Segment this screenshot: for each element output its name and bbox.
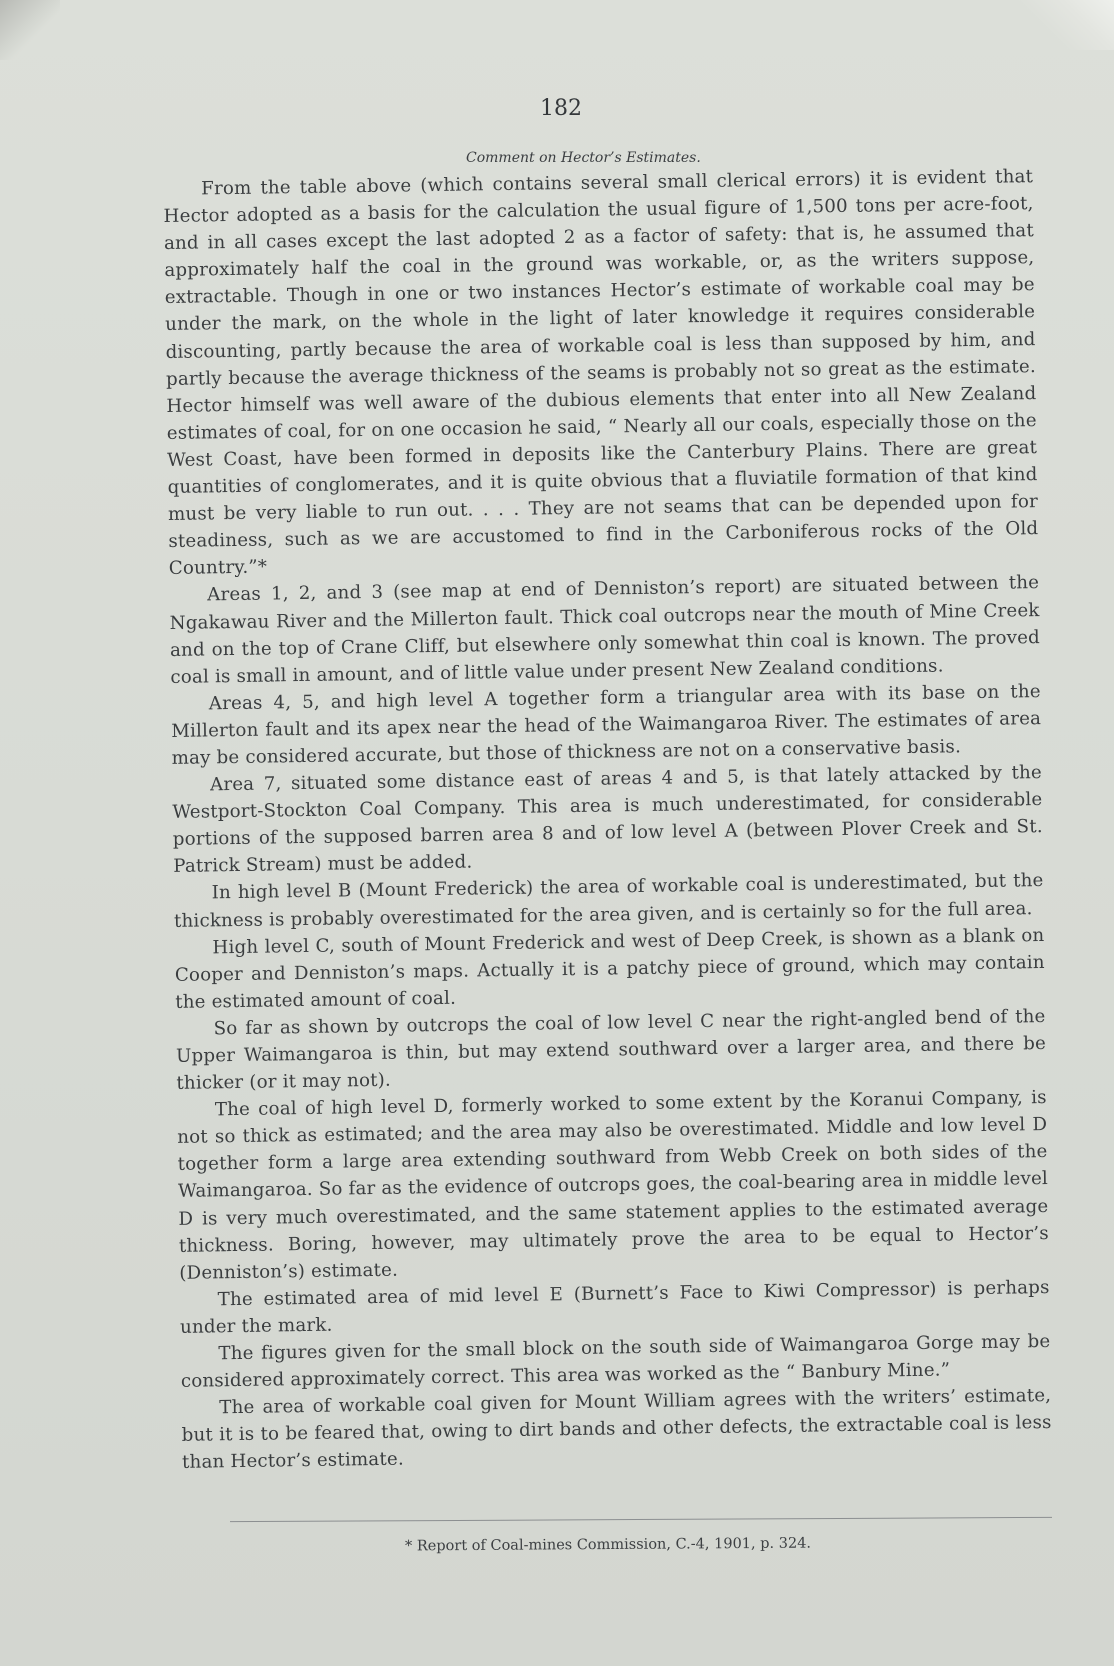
page-corner-shadow [0, 0, 60, 60]
body-text [163, 163, 1052, 1476]
paragraph: The coal of high level D, formerly worked to some extent by the Koranui Company, is not so thick as estimated; and the area may also be overestimated. Middle and low level D together form a large area extending southward from Webb Creek on both sides of the Waimangaroa. So far as the evidence of outcrops goes, the coal-bearing area in middle level D is very much overestimated, and the same statement applies to the estimated average thickness. Boring, however, may ultimately prove the area to be equal to Hector’s (Denniston’s) estimate. [177, 1087, 1049, 1284]
paragraph: From the table above (which contains several small clerical errors) it is evident that Hector adopted as a basis for the calculation the usual figure of 1,500 tons per acre-foot, and in all cases except the last adopted 2 as a factor of safety: that is, he assumed that approximately half the coal in the ground was workable, or, as the writers suppose, extractable. Though in one or two instances Hector’s estimate of workable coal may be under the mark, on the whole in the light of later knowledge it requires considerable discounting, partly because the area of workable coal is less than supposed by him, and partly because the average thickness of the seams is probably not so great as the estimate. Hector himself was well aware of the dubious elements that enter into all New Zealand estimates of coal, for on one occasion he said, “ Nearly all our coals, especially those on the West Coast, have been formed in deposits like the Canterbury Plains. There are great quantities of conglomerates, and it is quite obvious that a fluviatile formation of that kind must be very liable to run out. . . . They are not seams that can be depended upon for steadiness, such as we are accustomed to find in the Carboniferous rocks of the Old Country.”* [163, 166, 1039, 580]
paragraph: Areas 4, 5, and high level A together form a triangular area with its base on the Millerton fault and its apex near the head of the Waimangaroa River. The estimates of area may be considered accurate, but those of thickness are not on a conservative basis. [171, 680, 1042, 769]
section-title: Comment on Hector’s Estimates. [466, 150, 701, 166]
footnote: * Report of Coal-mines Commission, C.-4, 1901, p. 324. [404, 1535, 812, 1555]
paragraph: In high level B (Mount Frederick) the area of workable coal is underestimated, but the thickness is probably overestimated for the area given, and is certainly so for the full area. [173, 870, 1044, 932]
paragraph: Area 7, situated some distance east of areas 4 and 5, is that lately attacked by the Westport-Stockton Coal Company. This area is much underestimated, for considerable portions of the supposed barren area 8 and of low level A (between Plover Creek and St. Patrick Stream) must be added. [172, 762, 1043, 878]
footnote-divider [230, 1517, 1052, 1522]
paragraph: The figures given for the small block on the south side of Waimangaroa Gorge may be considered approximately correct. This area was worked as the “ Banbury Mine.” [180, 1330, 1051, 1392]
page-corner-highlight [1014, 0, 1114, 50]
paragraph: Areas 1, 2, and 3 (see map at end of Denniston’s report) are situated between the Ngakawau River and the Millerton fault. Thick coal outcrops near the mouth of Mine Creek and on the top of Crane Cliff, but elsewhere only somewhat thin coal is known. The proved coal is small in amount, and of little value under present New Zealand conditions. [169, 572, 1041, 688]
paragraph: The area of workable coal given for Mount William agrees with the writers’ estimate, but it is to be feared that, owing to dirt bands and other defects, the extractable coal is less than Hector’s estimate. [181, 1385, 1052, 1474]
paragraph: The estimated area of mid level E (Burnett’s Face to Kiwi Compressor) is perhaps under the mark. [179, 1276, 1050, 1338]
paragraph: High level C, south of Mount Frederick and west of Deep Creek, is shown as a blank on Cooper and Denniston’s maps. Actually it is a patchy piece of ground, which may contain the estimated amount of coal. [174, 924, 1045, 1013]
paragraph: So far as shown by outcrops the coal of low level C near the right-angled bend of the Upper Waimangaroa is thin, but may extend southward over a larger area, and there be thicker (or it may not). [175, 1005, 1047, 1094]
page-number: 182 [540, 96, 582, 121]
